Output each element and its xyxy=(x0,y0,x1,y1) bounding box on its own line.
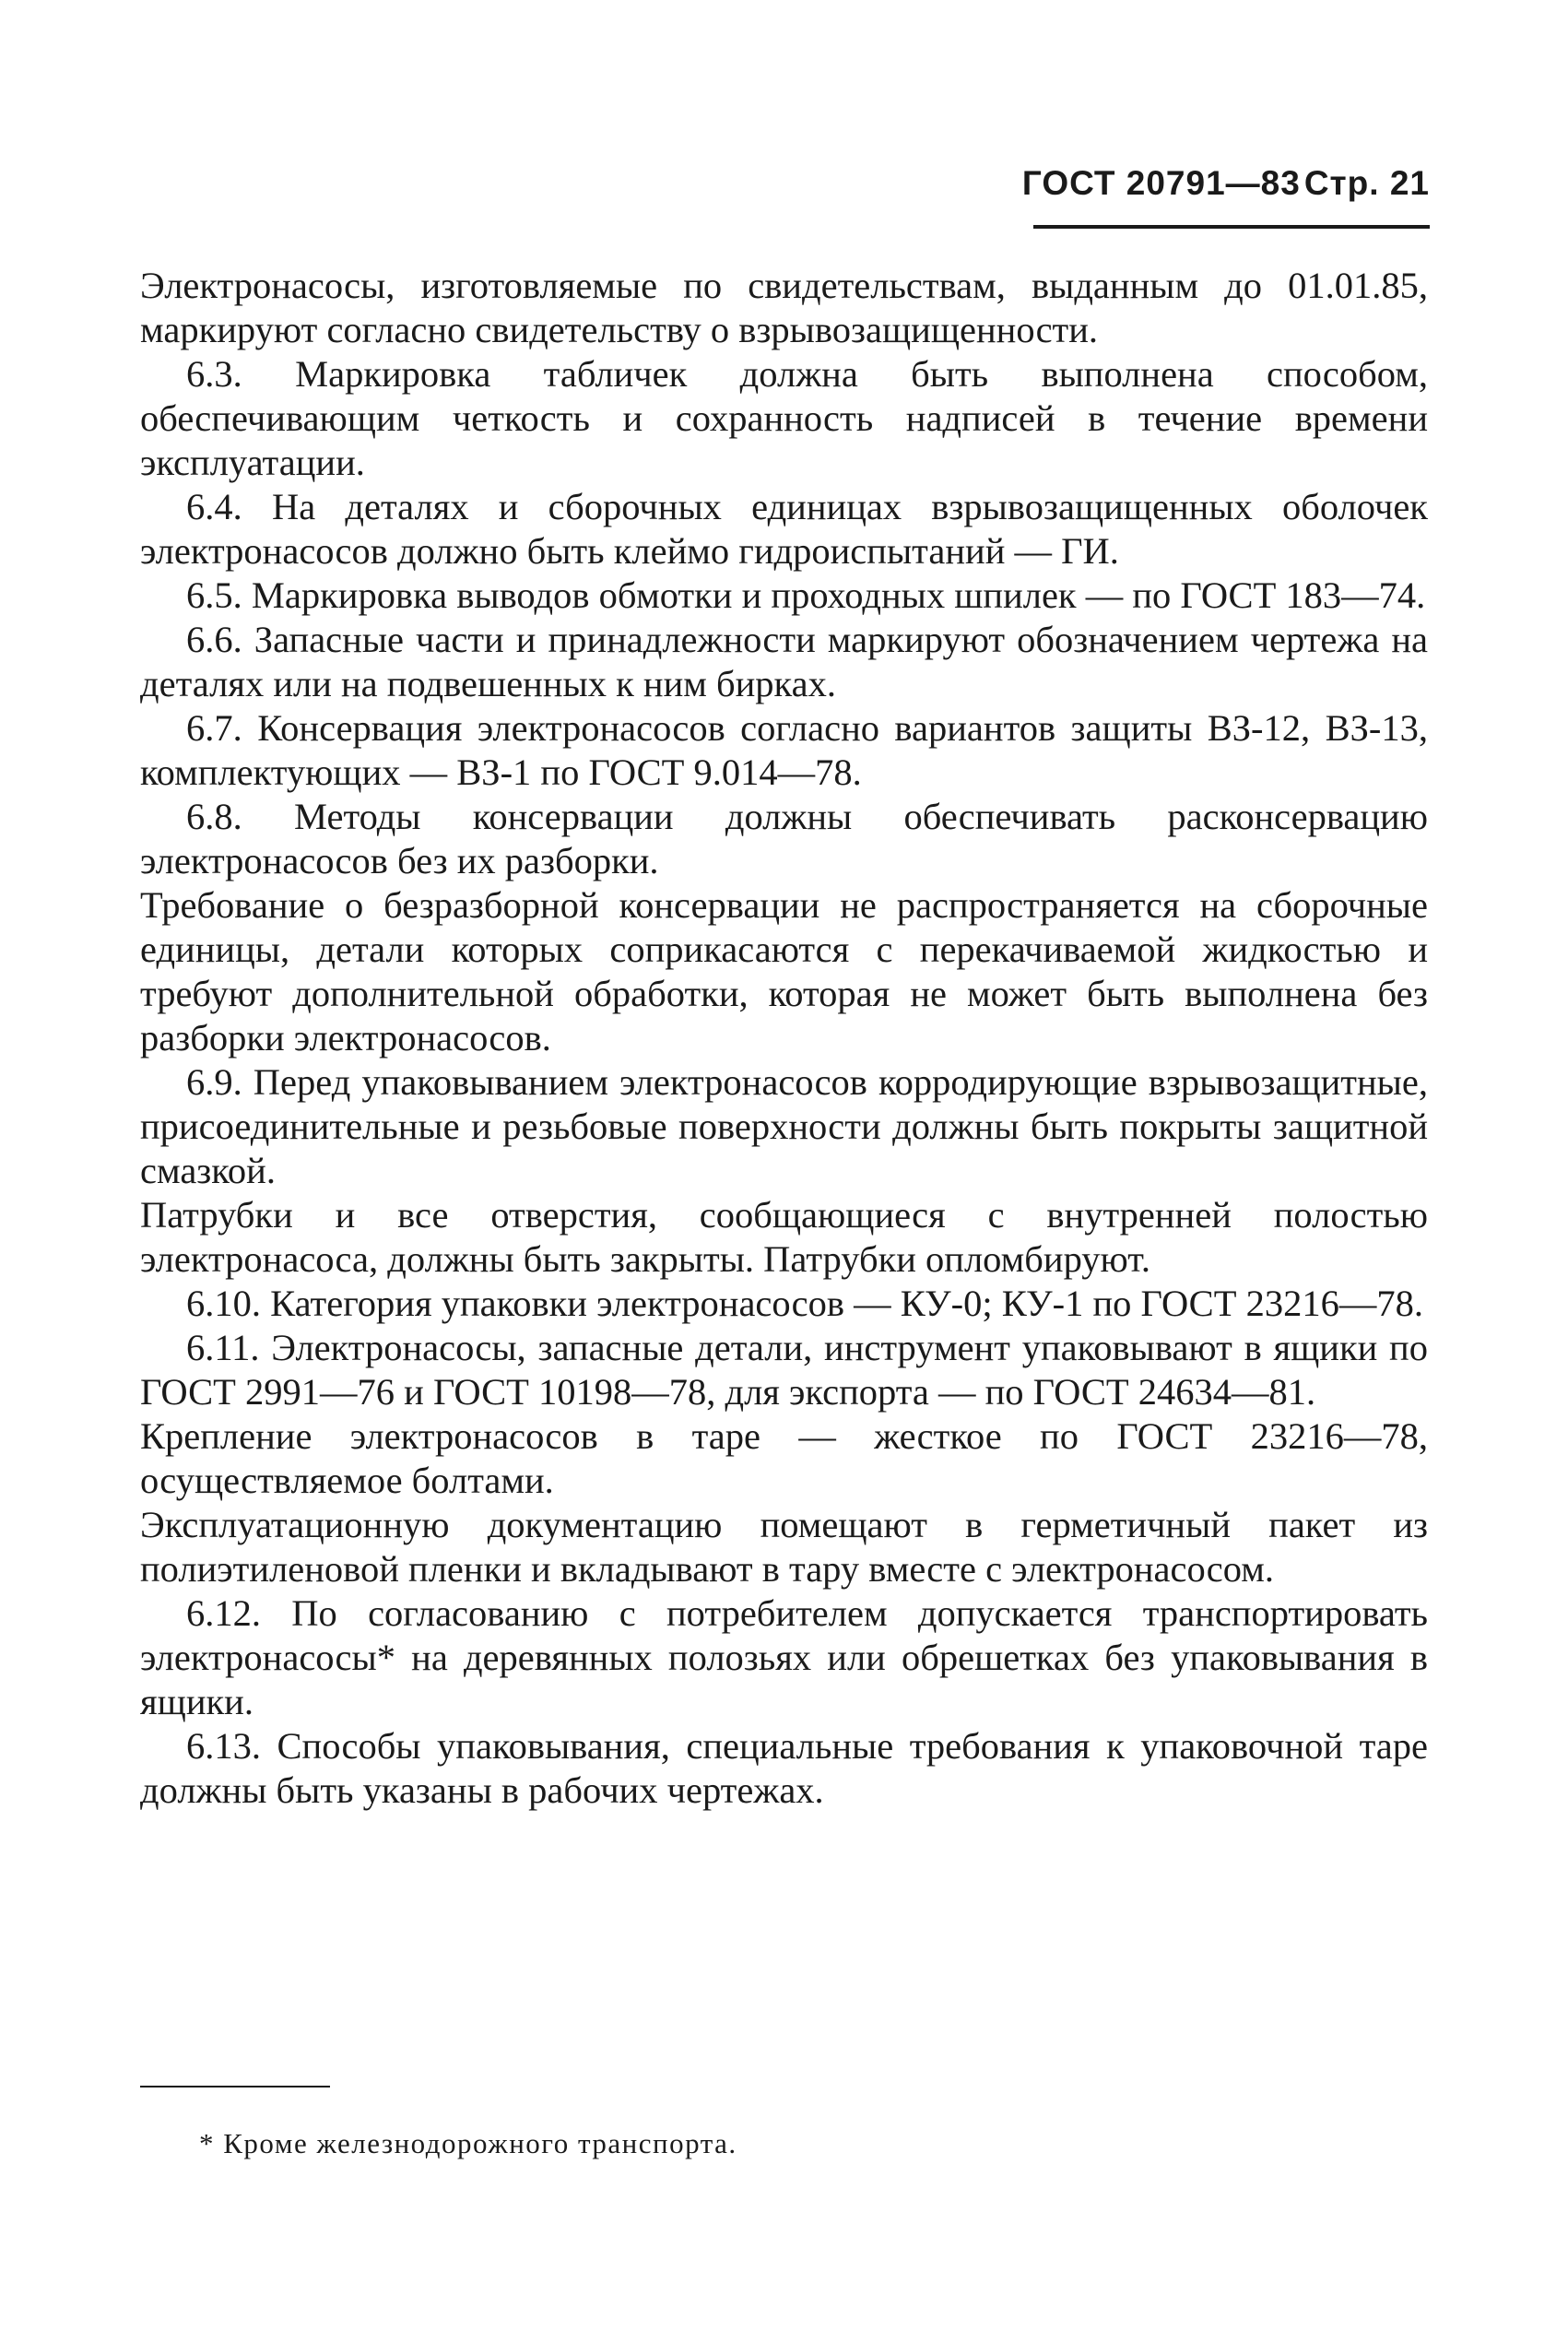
footnote-rule xyxy=(140,2086,330,2088)
page-header xyxy=(1022,164,1430,203)
paragraph-6-3: 6.3. Маркировка табличек должна быть выполнена способом, обеспечивающим четкость и сохранность надписей в течение времени эксплуатации. xyxy=(140,353,1428,483)
page-number: Стр. 21 xyxy=(1303,164,1430,202)
paragraph-6-6: 6.6. Запасные части и принадлежности маркируют обозначением чертежа на деталях или на подвешенных к ним бирках. xyxy=(140,619,1428,704)
paragraph-nozzles: Патрубки и все отверстия, сообщающиеся с внутренней полостью электронасоса, должны быть закрыты. Патрубки опломбируют. xyxy=(140,1194,1428,1280)
footnote: * Кроме железнодорожного транспорта. xyxy=(199,2127,737,2159)
paragraph-6-9: 6.9. Перед упаковыванием электронасосов корродирующие взрывозащитные, присоединительные и резьбовые поверхности должны быть покрыты защитной смазкой. xyxy=(140,1061,1428,1191)
header-rule xyxy=(1033,225,1430,229)
paragraph-fastening: Крепление электронасосов в таре — жесткое по ГОСТ 23216—78, осуществляемое болтами. xyxy=(140,1415,1428,1501)
paragraph-6-12: 6.12. По согласованию с потребителем допускается транспортировать электронасосы* на деревянных полозьях или обрешетках без упаковывания в ящики. xyxy=(140,1592,1428,1722)
paragraph-documentation: Эксплуатационную документацию помещают в герметичный пакет из полиэтиленовой пленки и вкладывают в тару вместе с электронасосом. xyxy=(140,1504,1428,1590)
paragraph-marking-certificates: Электронасосы, изготовляемые по свидетельствам, выданным до 01.01.85, маркируют согласно свидетельству о взрывозащищенности. xyxy=(140,265,1428,350)
paragraph-6-13: 6.13. Способы упаковывания, специальные требования к упаковочной таре должны быть указаны в рабочих чертежах. xyxy=(140,1725,1428,1811)
document-body xyxy=(140,264,1428,1813)
paragraph-6-10: 6.10. Категория упаковки электронасосов — КУ-0; КУ-1 по ГОСТ 23216—78. xyxy=(186,1283,1423,1324)
paragraph-6-8: 6.8. Методы консервации должны обеспечивать расконсервацию электронасосов без их разборки. xyxy=(140,796,1428,881)
paragraph-6-4: 6.4. На деталях и сборочных единицах взрывозащищенных оболочек электронасосов должно быть клеймо гидроиспытаний — ГИ. xyxy=(140,486,1428,572)
paragraph-6-5: 6.5. Маркировка выводов обмотки и проходных шпилек — по ГОСТ 183—74. xyxy=(186,574,1426,616)
paragraph-6-7: 6.7. Консервация электронасосов согласно вариантов защиты ВЗ-12, ВЗ-13, комплектующих — ВЗ-1 по ГОСТ 9.014—78. xyxy=(140,707,1428,793)
document-code: ГОСТ 20791—83 xyxy=(1021,164,1301,202)
paragraph-conservation-requirement: Требование о безразборной консервации не распространяется на сборочные единицы, детали которых соприкасаются с перекачиваемой жидкостью и требуют дополнительной обработки, которая не может быть выполнена без разборки электронасосов. xyxy=(140,884,1428,1059)
paragraph-6-11: 6.11. Электронасосы, запасные детали, инструмент упаковывают в ящики по ГОСТ 2991—76 и ГОСТ 10198—78, для экспорта — по ГОСТ 24634—81. xyxy=(140,1327,1428,1413)
